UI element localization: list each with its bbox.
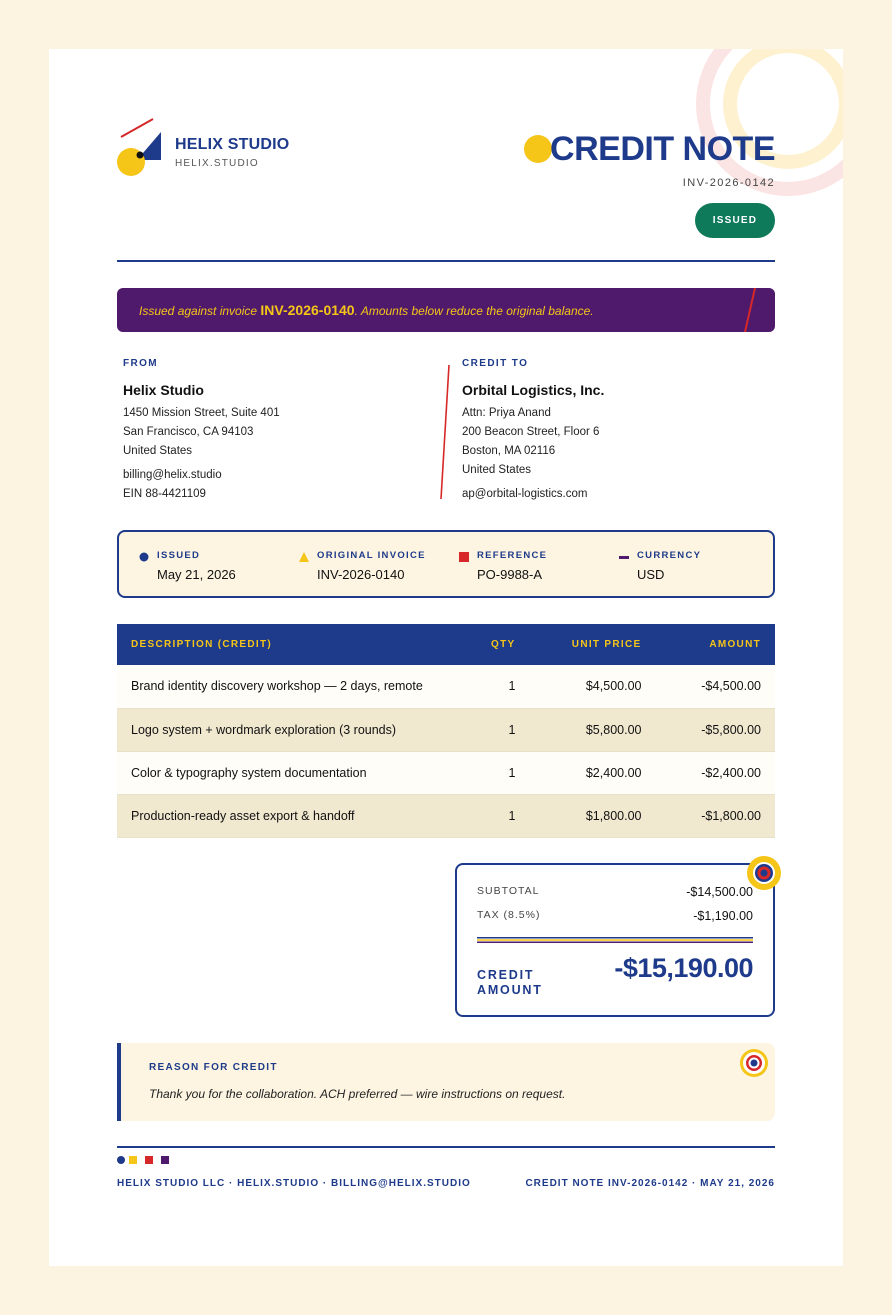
- table-row: Brand identity discovery workshop — 2 days, remote 1 $4,500.00 -$4,500.00: [117, 665, 775, 708]
- to-email: ap@orbital-logistics.com: [462, 488, 588, 500]
- brand-name: HELIX STUDIO: [175, 136, 290, 153]
- subtotal-label: SUBTOTAL: [477, 885, 540, 897]
- document-title-block: [515, 129, 775, 169]
- target-badge-icon: [746, 855, 782, 891]
- reason-note: [117, 1043, 775, 1121]
- title-accent-icon: [524, 135, 552, 163]
- from-address-line: United States: [123, 445, 193, 457]
- credit-to-party: [462, 358, 762, 504]
- status-badge: ISSUED: [695, 203, 775, 238]
- to-address-line: 200 Beacon Street, Floor 6: [462, 426, 600, 438]
- credit-amount-value: -$15,190.00: [614, 953, 753, 983]
- totals-divider-icon: [477, 937, 753, 943]
- note-text: Thank you for the collaboration. ACH preferred — wire instructions on request.: [149, 1087, 566, 1101]
- tax-label: TAX (8.5%): [477, 909, 541, 921]
- tax-row: [477, 909, 753, 925]
- banner-slash-icon: [743, 288, 757, 332]
- from-label: FROM: [123, 358, 159, 369]
- line-items-table: [117, 624, 775, 838]
- footer-document: CREDIT NOTE INV-2026-0142 · MAY 21, 2026: [525, 1178, 775, 1189]
- brand: [117, 117, 317, 177]
- to-address-line: Attn: Priya Anand: [462, 407, 551, 419]
- table-row: Logo system + wordmark exploration (3 rounds) 1 $5,800.00 -$5,800.00: [117, 708, 775, 751]
- square-icon: [459, 552, 469, 562]
- from-ein: EIN 88-4421109: [123, 488, 206, 500]
- meta-summary: ISSUED May 21, 2026 ORIGINAL INVOICE INV-2026-0140 REFERENCE PO-9988-A CURRENCY USD: [117, 530, 775, 598]
- footer-divider: [117, 1146, 775, 1148]
- triangle-icon: [299, 552, 309, 562]
- col-unit-price: UNIT PRICE: [529, 624, 655, 665]
- from-party: [123, 358, 423, 504]
- from-email: billing@helix.studio: [123, 469, 222, 481]
- target-icon: [739, 1048, 769, 1078]
- reference-banner: [117, 288, 775, 332]
- totals-box: [455, 863, 775, 1017]
- credit-amount-label: CREDIT AMOUNT: [477, 968, 543, 997]
- brand-url: HELIX.STUDIO: [175, 158, 259, 169]
- to-label: CREDIT TO: [462, 358, 529, 369]
- footer-company: HELIX STUDIO LLC · HELIX.STUDIO · BILLING@HELIX.STUDIO: [117, 1178, 471, 1189]
- circle-icon: [139, 552, 149, 562]
- note-label: REASON FOR CREDIT: [149, 1062, 278, 1073]
- col-description: DESCRIPTION (CREDIT): [117, 624, 477, 665]
- subtotal-value: -$14,500.00: [686, 885, 753, 899]
- table-row: Production-ready asset export & handoff 1 $1,800.00 -$1,800.00: [117, 794, 775, 837]
- credit-note-page: [49, 49, 843, 1266]
- banner-invoice: INV-2026-0140: [260, 302, 355, 318]
- from-address-line: 1450 Mission Street, Suite 401: [123, 407, 280, 419]
- col-amount: AMOUNT: [655, 624, 775, 665]
- col-qty: QTY: [477, 624, 529, 665]
- to-address-line: United States: [462, 464, 532, 476]
- to-address-line: Boston, MA 02116: [462, 445, 556, 457]
- header-divider: [117, 260, 775, 262]
- party-divider-icon: [439, 365, 451, 499]
- document-title: CREDIT NOTE: [550, 130, 775, 168]
- brand-logo-icon: [117, 117, 163, 177]
- from-name: Helix Studio: [123, 382, 204, 398]
- table-header-row: [117, 624, 775, 665]
- bar-icon: [619, 552, 629, 562]
- color-dots-icon: [117, 1155, 177, 1165]
- to-name: Orbital Logistics, Inc.: [462, 382, 605, 398]
- subtotal-row: [477, 885, 753, 901]
- tax-value: -$1,190.00: [693, 909, 753, 923]
- document-number: INV-2026-0142: [682, 177, 775, 189]
- from-address-line: San Francisco, CA 94103: [123, 426, 254, 438]
- banner-text: Issued against invoice INV-2026-0140. Amounts below reduce the original balance.: [139, 302, 594, 318]
- table-row: Color & typography system documentation 1 $2,400.00 -$2,400.00: [117, 751, 775, 794]
